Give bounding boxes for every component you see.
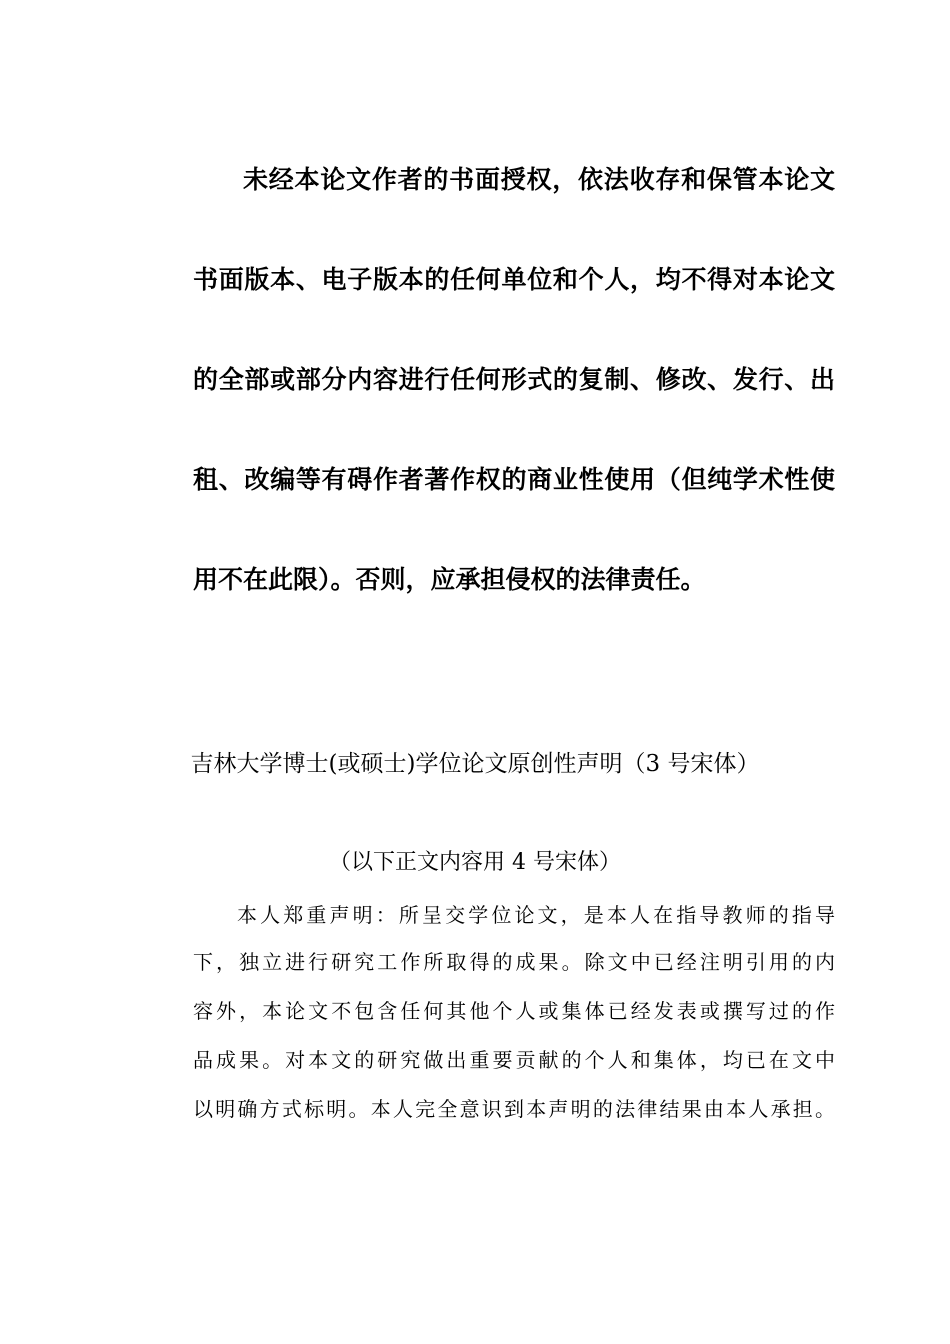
declaration-subtitle: （以下正文内容用 4 号宋体） <box>329 850 621 875</box>
copyright-line-5: 用不在此限）。否则，应承担侵权的法律责任。 <box>193 565 706 594</box>
declaration-title: 吉林大学博士(或硕士)学位论文原创性声明（3 号宋体） <box>190 751 760 777</box>
copyright-line-4: 租、改编等有碍作者著作权的商业性使用（但纯学术性使 <box>193 465 835 494</box>
declaration-line-2: 下，独立进行研究工作所取得的成果。除文中已经注明引用的内 <box>193 950 835 974</box>
declaration-line-4: 品成果。对本文的研究做出重要贡献的个人和集体，均已在文中 <box>193 1048 835 1072</box>
declaration-line-3: 容外，本论文不包含任何其他个人或集体已经发表或撰写过的作 <box>193 999 835 1023</box>
declaration-line-1: 本人郑重声明：所呈交学位论文，是本人在指导教师的指导 <box>237 903 835 927</box>
copyright-line-1: 未经本论文作者的书面授权，依法收存和保管本论文 <box>243 165 835 194</box>
declaration-line-5: 以明确方式标明。本人完全意识到本声明的法律结果由本人承担。 <box>193 1097 835 1121</box>
copyright-line-3: 的全部或部分内容进行任何形式的复制、修改、发行、出 <box>193 365 835 394</box>
copyright-line-2: 书面版本、电子版本的任何单位和个人，均不得对本论文 <box>193 265 835 294</box>
